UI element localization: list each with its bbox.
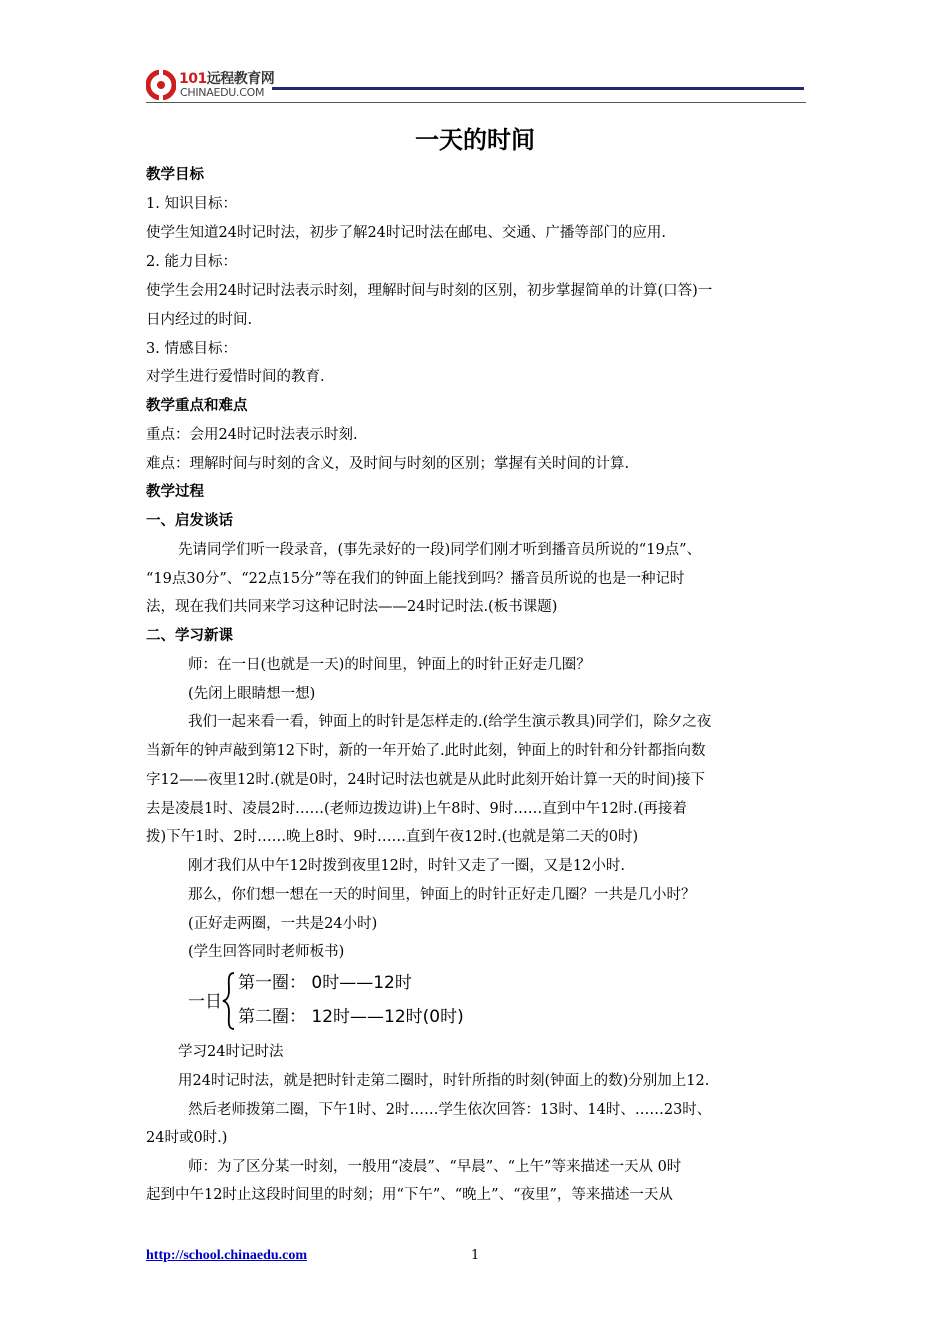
- diagram-row-2: 第二圈： 12时——12时(0时): [238, 1007, 464, 1027]
- diagram-row-1: 第一圈： 0时——12时: [238, 973, 412, 993]
- header-underline: [146, 102, 806, 103]
- paragraph-line: 刚才我们从中午12时拨到夜里12时，时针又走了一圈，又是12小时.: [188, 858, 625, 874]
- section-heading: 二、学习新课: [146, 628, 233, 644]
- logo-title: [179, 68, 274, 88]
- paragraph-line: 去是凌晨1时、凌晨2时……(老师边拨边讲)上午8时、9时……直到中午12时.(再接着: [146, 801, 687, 817]
- paragraph-line: 当新年的钟声敲到第12下时，新的一年开始了.此时此刻，钟面上的时针和分针都指向数: [146, 743, 706, 759]
- diagram-label: 一日: [188, 992, 222, 1012]
- logo-domain: CHINAEDU.COM: [180, 86, 265, 99]
- paragraph-line: 重点：会用24时记时法表示时刻.: [146, 427, 358, 443]
- section-heading: 教学重点和难点: [146, 398, 248, 414]
- paragraph-line: (学生回答同时老师板书): [188, 944, 345, 960]
- paragraph-line: 难点：理解时间与时刻的含义，及时间与时刻的区别；掌握有关时间的计算.: [146, 456, 630, 472]
- paragraph-line: 拨)下午1时、2时……晚上8时、9时……直到午夜12时.(也就是第二天的0时): [146, 829, 639, 845]
- logo-emblem-icon: [146, 70, 176, 100]
- paragraph-line: 24时或0时.): [146, 1130, 228, 1146]
- paragraph-line: 2. 能力目标：: [146, 254, 237, 270]
- paragraph-line: 学习24时记时法: [178, 1044, 284, 1060]
- section-heading: 一、启发谈话: [146, 513, 233, 529]
- paragraph-line: 用24时记时法，就是把时针走第二圈时，时针所指的时刻(钟面上的数)分别加上12.: [178, 1073, 710, 1089]
- paragraph-line: 使学生知道24时记时法，初步了解24时记时法在邮电、交通、广播等部门的应用.: [146, 225, 667, 241]
- footer-website-link[interactable]: http://school.chinaedu.com: [146, 1248, 308, 1263]
- paragraph-line: 我们一起来看一看，钟面上的时针是怎样走的.(给学生演示教具)同学们，除夕之夜: [188, 714, 712, 730]
- paragraph-line: “19点30分”、“22点15分”等在我们的钟面上能找到吗？播音员所说的也是一种记时: [146, 571, 685, 587]
- paragraph-line: 师：在一日(也就是一天)的时间里，钟面上的时针正好走几圈？: [188, 657, 591, 673]
- logo-name: 远程教育网: [206, 71, 275, 87]
- paragraph-line: 字12——夜里12时.(就是0时，24时记时法也就是从此时此刻开始计算一天的时间)接下: [146, 772, 705, 788]
- paragraph-line: 起到中午12时止这段时间里的时刻；用“下午”、“晚上”、“夜里”，等来描述一天从: [146, 1187, 673, 1203]
- section-heading: 教学过程: [146, 484, 204, 500]
- header-rule: [272, 87, 804, 90]
- paragraph-line: 先请同学们听一段录音，(事先录好的一段)同学们刚才听到播音员所说的“19点”、: [178, 542, 702, 558]
- blackboard-diagram: [188, 968, 488, 1032]
- paragraph-line: (正好走两圈，一共是24小时): [188, 916, 378, 932]
- page-header: [146, 62, 806, 106]
- paragraph-line: 对学生进行爱惜时间的教育.: [146, 369, 325, 385]
- document-title: 一天的时间: [415, 126, 535, 154]
- paragraph-line: 那么，你们想一想在一天的时间里，钟面上的时针正好走几圈？一共是几小时？: [188, 887, 696, 903]
- paragraph-line: 然后老师拨第二圈，下午1时、2时……学生依次回答：13时、14时、……23时、: [188, 1102, 712, 1118]
- section-heading: 教学目标: [146, 167, 204, 183]
- paragraph-line: 法，现在我们共同来学习这种记时法——24时记时法.(板书课题): [146, 599, 558, 615]
- paragraph-line: 3. 情感目标：: [146, 341, 237, 357]
- paragraph-line: 1. 知识目标：: [146, 196, 237, 212]
- paragraph-line: 日内经过的时间.: [146, 312, 253, 328]
- page-number: 1: [471, 1248, 480, 1263]
- logo-number: 101: [179, 71, 207, 87]
- paragraph-line: 师：为了区分某一时刻，一般用“凌晨”、“早晨”、“上午”等来描述一天从 0时: [188, 1159, 682, 1175]
- paragraph-line: 使学生会用24时记时法表示时刻，理解时间与时刻的区别，初步掌握简单的计算(口答)一: [146, 283, 713, 299]
- curly-brace-icon: [222, 972, 236, 1030]
- paragraph-line: (先闭上眼睛想一想): [188, 686, 316, 702]
- chinaedu-logo[interactable]: [146, 66, 276, 102]
